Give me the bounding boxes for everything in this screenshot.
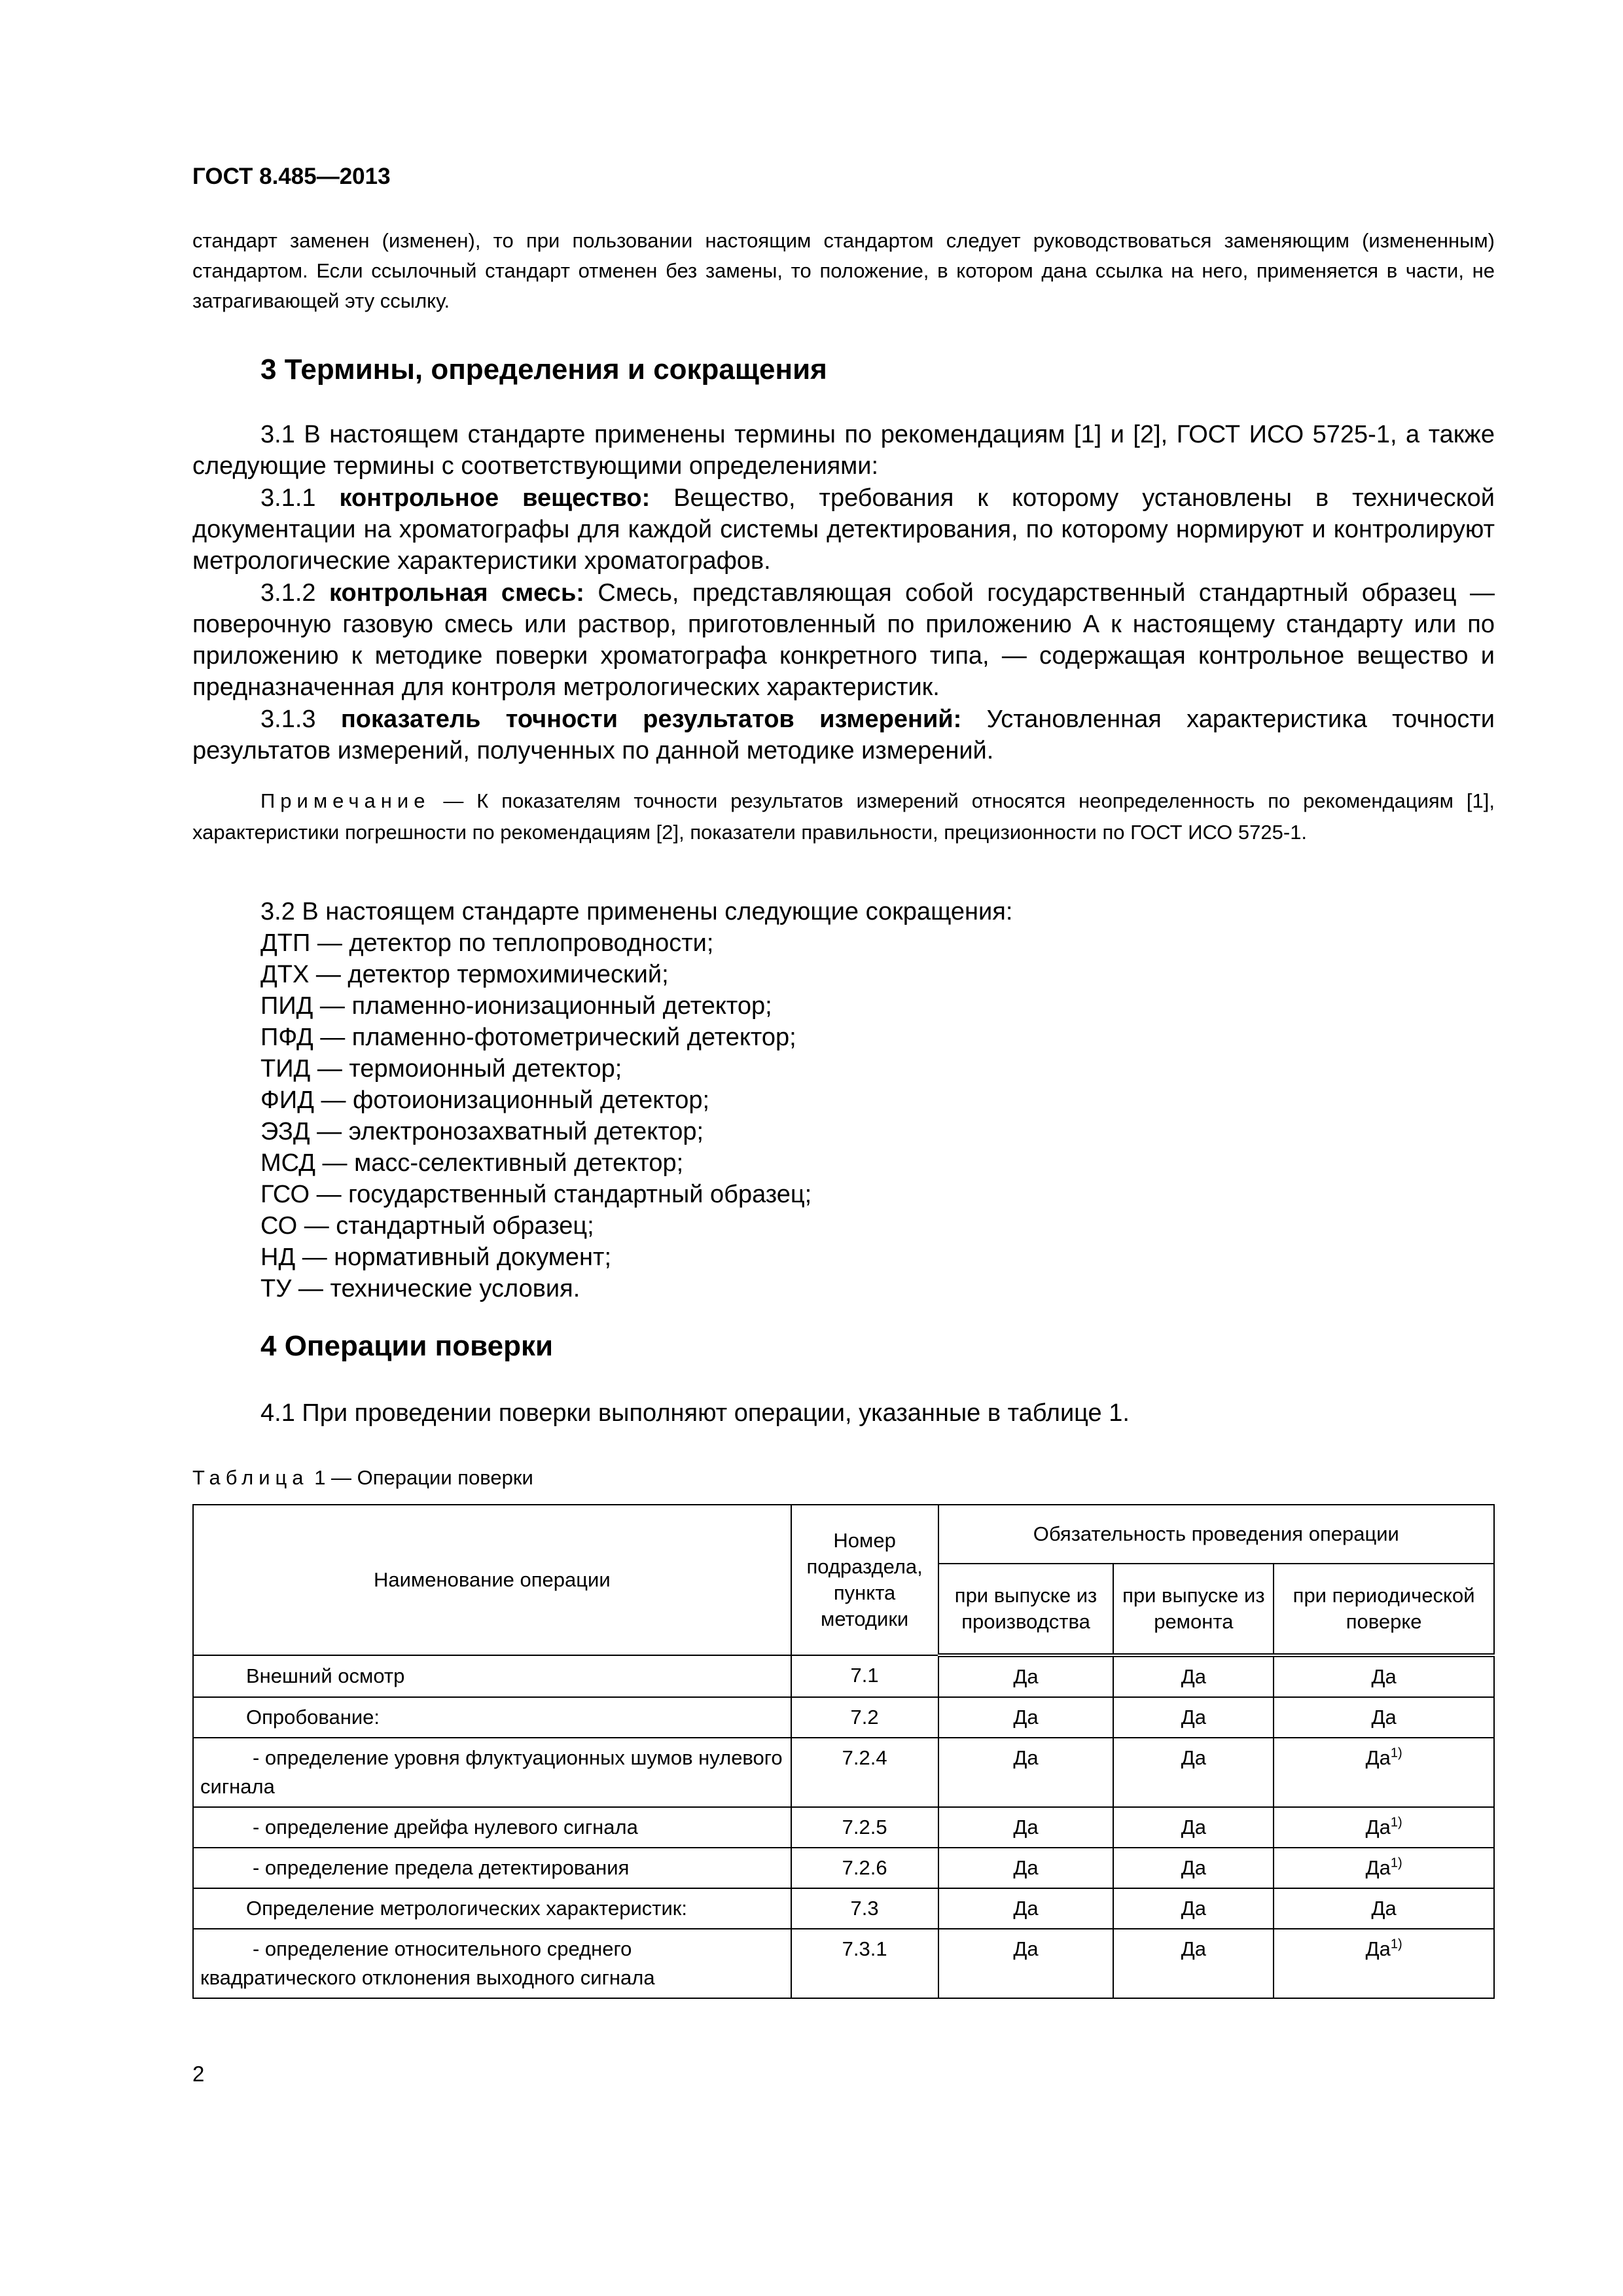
periodic-value-text: Да	[1365, 1856, 1391, 1879]
note-label: Примечание	[260, 789, 431, 812]
abbreviation-item: ФИД — фотоионизационный детектор;	[260, 1086, 710, 1114]
term-number: 3.1.2	[260, 579, 316, 607]
operation-number: 7.2.5	[791, 1807, 938, 1848]
abbreviation-item: ТИД — термоионный детектор;	[260, 1055, 622, 1083]
operation-number: 7.3.1	[791, 1929, 938, 1998]
operation-number: 7.2.4	[791, 1738, 938, 1807]
term-number: 3.1.3	[260, 706, 316, 733]
periodic-value-text: Да	[1365, 1937, 1391, 1960]
term-definition: Смесь, представляющая собой государственный стандартный образец — поверочную газовую смесь или раствор, приготовленный по приложению А к настоящему стандарту или по приложению к методике поверки хроматографа конкретного типа, — содержащая контрольное вещество и предназначенная для контроля метрологических характеристик.	[192, 579, 1495, 701]
abbreviation-item: МСД — масс-селективный детектор;	[260, 1149, 684, 1177]
term-title: контрольная смесь:	[329, 579, 584, 607]
header-obligation: Обязательность проведения операции	[938, 1505, 1494, 1564]
periodic-value	[1274, 1738, 1494, 1807]
release-value: Да	[938, 1807, 1114, 1848]
table-row	[193, 1848, 1494, 1888]
periodic-value-text: Да	[1371, 1706, 1397, 1729]
periodic-value	[1274, 1848, 1494, 1888]
release-value: Да	[938, 1655, 1114, 1697]
periodic-value	[1274, 1929, 1494, 1998]
term-number: 3.1.1	[260, 484, 316, 512]
table-row	[193, 1807, 1494, 1848]
operation-name: - определение дрейфа нулевого сигнала	[193, 1807, 791, 1848]
periodic-value	[1274, 1655, 1494, 1697]
periodic-value-text: Да	[1365, 1746, 1391, 1769]
abbreviation-item: ГСО — государственный стандартный образец;	[260, 1181, 812, 1208]
term-title: показатель точности результатов измерений:	[340, 706, 962, 733]
note-text: — К показателям точности результатов измерений относятся неопределенность по рекомендациям [1], характеристики погрешности по рекомендациям [2], показатели правильности, прецизионности по ГОСТ ИСО 5725-1.	[192, 789, 1495, 844]
operation-number: 7.2.6	[791, 1848, 938, 1888]
table-row	[193, 1697, 1494, 1738]
release-value: Да	[938, 1888, 1114, 1929]
periodic-value	[1274, 1888, 1494, 1929]
term-definition: Установленная характеристика точности результатов измерений, полученных по данной методике измерений.	[192, 706, 1495, 764]
paragraph-3-1-1	[192, 482, 1495, 577]
header-release: при выпуске из производства	[938, 1564, 1114, 1655]
repair-value: Да	[1113, 1807, 1274, 1848]
abbreviation-item: СО — стандартный образец;	[260, 1212, 594, 1240]
header-repair: при выпуске из ремонта	[1113, 1564, 1274, 1655]
paragraph-4-1: 4.1 При проведении поверки выполняют операции, указанные в таблице 1.	[260, 1399, 1130, 1427]
repair-value: Да	[1113, 1697, 1274, 1738]
abbreviation-item: ПИД — пламенно-ионизационный детектор;	[260, 992, 772, 1020]
footnote-marker: 1)	[1390, 1937, 1402, 1952]
repair-value: Да	[1113, 1738, 1274, 1807]
repair-value: Да	[1113, 1655, 1274, 1697]
table-caption-text: 1 — Операции поверки	[314, 1466, 533, 1489]
paragraph-3-2: 3.2 В настоящем стандарте применены следующие сокращения:	[260, 898, 1013, 925]
operation-number: 7.3	[791, 1888, 938, 1929]
operation-name: - определение уровня флуктуационных шумов нулевого сигнала	[193, 1738, 791, 1807]
term-title: контрольное вещество:	[339, 484, 651, 512]
abbreviations-block	[260, 896, 1012, 1304]
table-row	[193, 1655, 1494, 1697]
term-definition: Вещество, требования к которому установлены в технической документации на хроматографы для каждой системы детектирования, по которому нормируют и контролируют метрологические характеристики хроматографов.	[192, 484, 1495, 575]
abbreviation-item: ЭЗД — электронозахватный детектор;	[260, 1118, 704, 1145]
table-caption	[192, 1466, 533, 1490]
abbreviation-item: ДТП — детектор по теплопроводности;	[260, 929, 714, 957]
release-value: Да	[938, 1848, 1114, 1888]
intro-paragraph: стандарт заменен (изменен), то при пользовании настоящим стандартом следует руководствоваться заменяющим (измененным) стандартом. Если ссылочный стандарт отменен без замены, то положение, в котором дана ссылка на него, применяется в части, не затрагивающей эту ссылку.	[192, 229, 1495, 312]
abbreviation-item: НД — нормативный документ;	[260, 1244, 612, 1271]
section-4-heading: 4 Операции поверки	[260, 1330, 554, 1362]
repair-value: Да	[1113, 1929, 1274, 1998]
operation-number: 7.2	[791, 1697, 938, 1738]
abbreviation-item: ПФД — пламенно-фотометрический детектор;	[260, 1024, 796, 1051]
operation-name: - определение предела детектирования	[193, 1848, 791, 1888]
footnote-marker: 1)	[1390, 1746, 1402, 1761]
periodic-value-text: Да	[1365, 1816, 1391, 1839]
periodic-value	[1274, 1807, 1494, 1848]
operation-number: 7.1	[791, 1655, 938, 1697]
release-value: Да	[938, 1738, 1114, 1807]
page-number: 2	[192, 2062, 205, 2086]
operations-table	[192, 1504, 1495, 1999]
operation-name: Опробование:	[193, 1697, 791, 1738]
operation-name: Определение метрологических характеристик:	[193, 1888, 791, 1929]
header-section-number: Номер подраздела, пункта методики	[791, 1505, 938, 1655]
document-code: ГОСТ 8.485—2013	[192, 164, 391, 189]
periodic-value-text: Да	[1371, 1665, 1397, 1688]
table-caption-label: Таблица	[192, 1466, 309, 1489]
periodic-value	[1274, 1697, 1494, 1738]
paragraph-3-1: 3.1 В настоящем стандарте применены термины по рекомендациям [1] и [2], ГОСТ ИСО 5725-1, а также следующие термины с соответствующими определениями:	[192, 421, 1495, 480]
header-periodic: при периодической поверке	[1274, 1564, 1494, 1655]
repair-value: Да	[1113, 1888, 1274, 1929]
note-paragraph	[192, 785, 1495, 848]
table-row	[193, 1929, 1494, 1998]
paragraph-3-1-3	[192, 704, 1495, 766]
operation-name: Внешний осмотр	[193, 1655, 791, 1697]
repair-value: Да	[1113, 1848, 1274, 1888]
abbreviation-item: ТУ — технические условия.	[260, 1275, 580, 1302]
footnote-marker: 1)	[1390, 1815, 1402, 1830]
table-row	[193, 1888, 1494, 1929]
section-3-heading: 3 Термины, определения и сокращения	[260, 353, 827, 386]
table-row	[193, 1738, 1494, 1807]
abbreviation-item: ДТХ — детектор термохимический;	[260, 961, 669, 988]
header-operation-name: Наименование операции	[193, 1505, 791, 1655]
footnote-marker: 1)	[1390, 1856, 1402, 1871]
periodic-value-text: Да	[1371, 1897, 1397, 1920]
release-value: Да	[938, 1929, 1114, 1998]
release-value: Да	[938, 1697, 1114, 1738]
paragraph-3-1-2	[192, 577, 1495, 703]
operation-name: - определение относительного среднего квадратического отклонения выходного сигнала	[193, 1929, 791, 1998]
